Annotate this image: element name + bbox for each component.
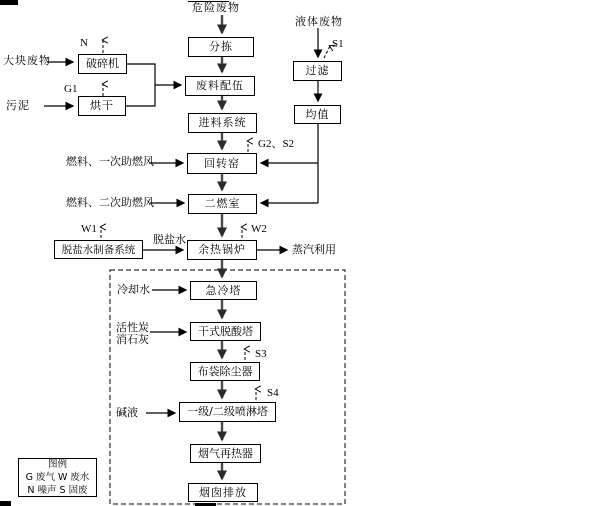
node-sorting: 分拣 [188, 37, 254, 57]
node-rotary-kiln: 回转窑 [187, 153, 257, 174]
node-waste-heat-boiler: 余热锅炉 [187, 240, 257, 260]
input-arrows [44, 28, 318, 413]
label-fuel-secondary-air: 燃料、二次助燃风 [66, 196, 154, 209]
label-bulk-waste: 大块废物 [3, 54, 51, 67]
marker-s4-solid: S4 [267, 387, 279, 399]
node-filter: 过滤 [293, 61, 342, 81]
node-dryer: 烘干 [78, 96, 126, 116]
node-waste-blending: 废料配伍 [185, 76, 255, 96]
label-activated-carbon [116, 322, 150, 346]
label-fuel-primary-air: 燃料、一次助燃风 [66, 155, 154, 168]
node-stack-emission: 烟囱排放 [188, 483, 258, 502]
node-demin-water-system: 脱盐水制备系统 [54, 240, 143, 259]
label-activated-carbon-line1: 活性炭 [116, 321, 149, 334]
marker-g1-gas: G1 [64, 83, 78, 95]
node-spray-tower: 一级/二级喷淋塔 [179, 402, 276, 422]
node-dry-deacidification-tower: 干式脱酸塔 [190, 322, 261, 341]
node-flue-gas-reheater: 烟气再热器 [190, 444, 261, 463]
node-bag-filter: 布袋除尘器 [190, 362, 260, 381]
marker-n-noise: N [80, 37, 88, 49]
label-hazardous-waste: 危险废物 [192, 1, 240, 14]
legend-box [18, 458, 97, 497]
marker-s3-solid: S3 [255, 348, 267, 360]
marker-w1-water: W1 [81, 223, 97, 235]
flue-gas-treatment-boundary [110, 270, 345, 504]
marker-s1-solid: S1 [332, 38, 344, 50]
marker-w2-water: W2 [251, 223, 267, 235]
legend-row-noise-solid: N 噪声 S 固废 [27, 484, 88, 496]
node-secondary-combustion-chamber: 二燃室 [188, 194, 257, 214]
legend-title: 图例 [47, 458, 67, 470]
node-homogenizer: 均值 [294, 105, 341, 124]
legend-row-gas-water: G 废气 W 废水 [25, 471, 90, 483]
label-liquid-waste: 液体废物 [295, 15, 343, 28]
label-slaked-lime-line2: 消石灰 [116, 333, 149, 346]
label-demin-water: 脱盐水 [153, 233, 186, 246]
label-cooling-water: 冷却水 [117, 283, 150, 296]
scan-artifact-top-left [0, 0, 18, 5]
node-feeding-system: 进料系统 [188, 113, 257, 133]
label-alkali-liquor: 碱液 [116, 406, 138, 419]
node-quench-tower: 急冷塔 [190, 281, 257, 300]
node-crusher: 破碎机 [78, 54, 127, 74]
marker-g2-s2: G2、S2 [258, 138, 295, 150]
label-steam-utilization: 蒸汽利用 [292, 243, 336, 256]
label-sludge: 污泥 [6, 99, 30, 112]
scan-artifact-bottom-left [0, 501, 11, 506]
